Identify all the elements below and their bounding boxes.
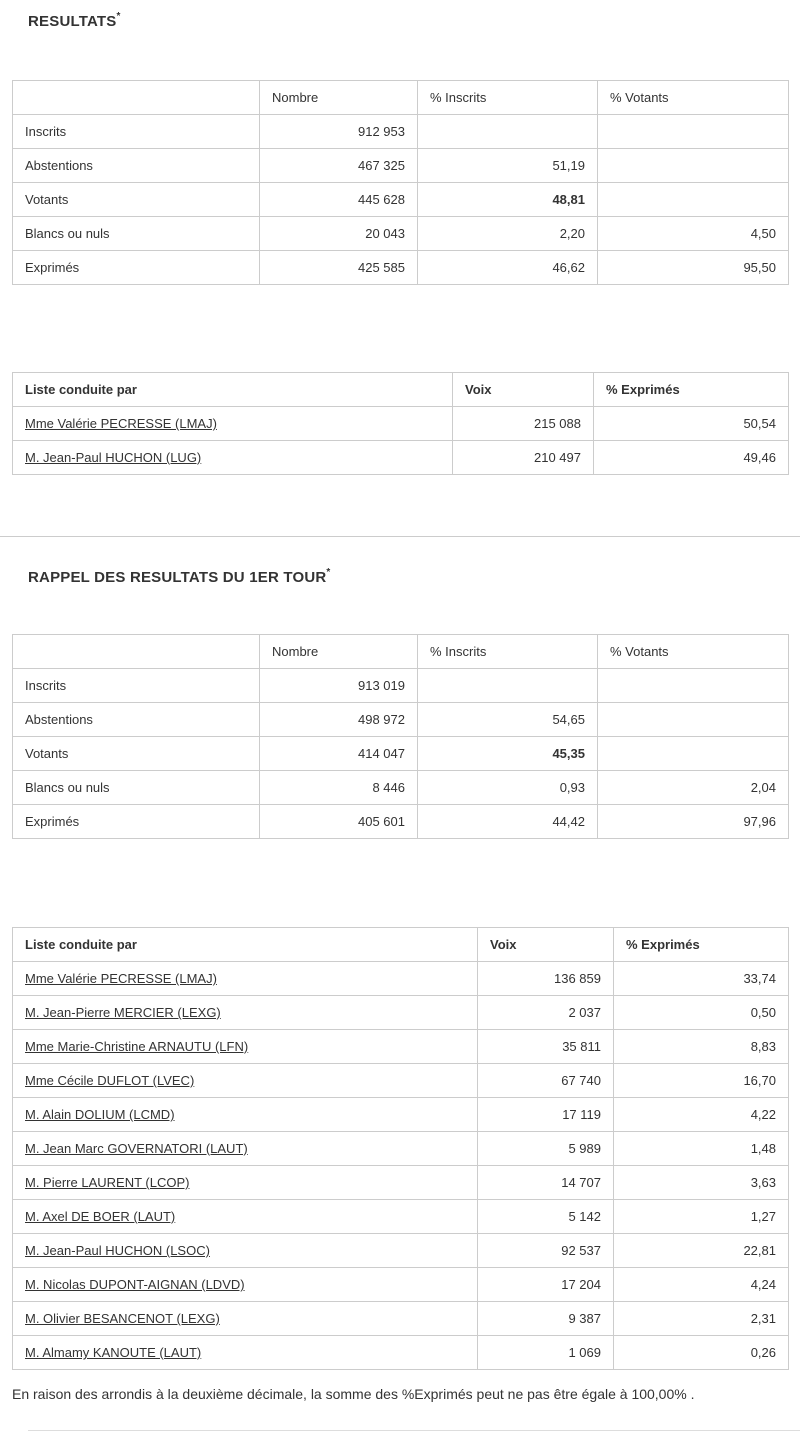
pct-exprimes-value: 16,70 <box>614 1064 789 1098</box>
pct-exprimes-value: 22,81 <box>614 1234 789 1268</box>
table-row <box>13 441 789 475</box>
pct-exprimes-value: 33,74 <box>614 962 789 996</box>
voix-value: 9 387 <box>478 1302 614 1336</box>
round2-lists-table <box>12 372 789 475</box>
header-nombre: Nombre <box>260 635 418 669</box>
table-row <box>13 1166 789 1200</box>
pct-inscrits-value <box>418 115 598 149</box>
table-row <box>13 1234 789 1268</box>
nombre-value: 8 446 <box>260 771 418 805</box>
table-row <box>13 183 789 217</box>
pct-votants-value <box>598 737 789 771</box>
pct-exprimes-value: 4,24 <box>614 1268 789 1302</box>
section-title-resultats <box>28 12 800 30</box>
header-pct-exprimes: % Exprimés <box>614 928 789 962</box>
pct-exprimes-value: 49,46 <box>594 441 789 475</box>
pct-inscrits-value <box>418 669 598 703</box>
section-divider <box>0 536 800 537</box>
round1-lists-table <box>12 927 789 1370</box>
candidate-link[interactable]: Mme Cécile DUFLOT (LVEC) <box>25 1073 195 1088</box>
nombre-value: 498 972 <box>260 703 418 737</box>
table-header-row <box>13 373 789 407</box>
table-header-row <box>13 928 789 962</box>
resultats-footnote-marker: * <box>116 11 121 22</box>
voix-value: 17 204 <box>478 1268 614 1302</box>
table-row <box>13 805 789 839</box>
nombre-value: 912 953 <box>260 115 418 149</box>
pct-inscrits-value: 54,65 <box>418 703 598 737</box>
voix-value: 210 497 <box>453 441 594 475</box>
header-pct-inscrits: % Inscrits <box>418 635 598 669</box>
pct-inscrits-value: 48,81 <box>418 183 598 217</box>
nombre-value: 913 019 <box>260 669 418 703</box>
voix-value: 92 537 <box>478 1234 614 1268</box>
pct-votants-value <box>598 703 789 737</box>
voix-value: 5 989 <box>478 1132 614 1166</box>
pct-votants-value <box>598 669 789 703</box>
row-label: Abstentions <box>13 149 260 183</box>
rappel-footnote-marker: * <box>326 567 331 578</box>
candidate-link[interactable]: M. Jean Marc GOVERNATORI (LAUT) <box>25 1141 248 1156</box>
table-row <box>13 407 789 441</box>
row-label: Blancs ou nuls <box>13 771 260 805</box>
voix-value: 1 069 <box>478 1336 614 1370</box>
voix-value: 2 037 <box>478 996 614 1030</box>
candidate-link[interactable]: M. Olivier BESANCENOT (LEXG) <box>25 1311 220 1326</box>
results-page <box>0 12 800 1431</box>
header-nombre: Nombre <box>260 81 418 115</box>
rappel-title-text: RAPPEL DES RESULTATS DU 1ER TOUR <box>28 569 327 586</box>
table-row <box>13 996 789 1030</box>
candidate-link[interactable]: M. Almamy KANOUTE (LAUT) <box>25 1345 202 1360</box>
round2-stats-table <box>12 80 789 285</box>
candidate-link[interactable]: Mme Valérie PECRESSE (LMAJ) <box>25 971 217 986</box>
pct-votants-value <box>598 183 789 217</box>
pct-exprimes-value: 4,22 <box>614 1098 789 1132</box>
voix-value: 136 859 <box>478 962 614 996</box>
pct-exprimes-value: 1,27 <box>614 1200 789 1234</box>
voix-value: 215 088 <box>453 407 594 441</box>
table-row <box>13 1132 789 1166</box>
nombre-value: 425 585 <box>260 251 418 285</box>
table-row <box>13 1200 789 1234</box>
pct-inscrits-value: 2,20 <box>418 217 598 251</box>
candidate-link[interactable]: M. Pierre LAURENT (LCOP) <box>25 1175 190 1190</box>
table-row <box>13 1302 789 1336</box>
rounding-footnote: En raison des arrondis à la deuxième décimale, la somme des %Exprimés peut ne pas être égale à 100,00% . <box>12 1386 695 1402</box>
bottom-divider <box>28 1430 800 1431</box>
candidate-link[interactable]: M. Nicolas DUPONT-AIGNAN (LDVD) <box>25 1277 245 1292</box>
pct-votants-value <box>598 115 789 149</box>
header-pct-votants: % Votants <box>598 635 789 669</box>
section-title-rappel <box>28 568 800 586</box>
nombre-value: 414 047 <box>260 737 418 771</box>
row-label: Exprimés <box>13 251 260 285</box>
table-row <box>13 1336 789 1370</box>
row-label: Exprimés <box>13 805 260 839</box>
candidate-link[interactable]: Mme Valérie PECRESSE (LMAJ) <box>25 416 217 431</box>
pct-inscrits-value: 51,19 <box>418 149 598 183</box>
pct-exprimes-value: 0,50 <box>614 996 789 1030</box>
voix-value: 35 811 <box>478 1030 614 1064</box>
candidate-link[interactable]: M. Alain DOLIUM (LCMD) <box>25 1107 175 1122</box>
candidate-link[interactable]: Mme Marie-Christine ARNAUTU (LFN) <box>25 1039 249 1054</box>
pct-inscrits-value: 46,62 <box>418 251 598 285</box>
table-row <box>13 737 789 771</box>
candidate-link[interactable]: M. Jean-Pierre MERCIER (LEXG) <box>25 1005 221 1020</box>
table-row <box>13 669 789 703</box>
pct-exprimes-value: 3,63 <box>614 1166 789 1200</box>
table-header-row <box>13 81 789 115</box>
header-liste: Liste conduite par <box>13 373 453 407</box>
pct-votants-value: 4,50 <box>598 217 789 251</box>
table-row <box>13 251 789 285</box>
pct-inscrits-value: 0,93 <box>418 771 598 805</box>
pct-exprimes-value: 1,48 <box>614 1132 789 1166</box>
nombre-value: 405 601 <box>260 805 418 839</box>
header-pct-votants: % Votants <box>598 81 789 115</box>
table-row <box>13 217 789 251</box>
pct-inscrits-value: 44,42 <box>418 805 598 839</box>
pct-votants-value <box>598 149 789 183</box>
header-voix: Voix <box>478 928 614 962</box>
row-label: Votants <box>13 183 260 217</box>
header-pct-exprimes: % Exprimés <box>594 373 789 407</box>
pct-exprimes-value: 2,31 <box>614 1302 789 1336</box>
voix-value: 5 142 <box>478 1200 614 1234</box>
row-label: Votants <box>13 737 260 771</box>
row-label: Inscrits <box>13 669 260 703</box>
table-row <box>13 1064 789 1098</box>
header-voix: Voix <box>453 373 594 407</box>
voix-value: 17 119 <box>478 1098 614 1132</box>
table-row <box>13 149 789 183</box>
pct-votants-value: 2,04 <box>598 771 789 805</box>
table-header-row <box>13 635 789 669</box>
pct-exprimes-value: 50,54 <box>594 407 789 441</box>
pct-votants-value: 95,50 <box>598 251 789 285</box>
table-row <box>13 962 789 996</box>
header-empty <box>13 635 260 669</box>
nombre-value: 445 628 <box>260 183 418 217</box>
candidate-link[interactable]: M. Axel DE BOER (LAUT) <box>25 1209 176 1224</box>
table-row <box>13 1098 789 1132</box>
nombre-value: 20 043 <box>260 217 418 251</box>
table-row <box>13 1030 789 1064</box>
table-row <box>13 703 789 737</box>
header-pct-inscrits: % Inscrits <box>418 81 598 115</box>
table-row <box>13 115 789 149</box>
header-liste: Liste conduite par <box>13 928 478 962</box>
voix-value: 14 707 <box>478 1166 614 1200</box>
pct-votants-value: 97,96 <box>598 805 789 839</box>
row-label: Abstentions <box>13 703 260 737</box>
row-label: Blancs ou nuls <box>13 217 260 251</box>
resultats-title-text: RESULTATS <box>28 13 117 30</box>
candidate-link[interactable]: M. Jean-Paul HUCHON (LSOC) <box>25 1243 210 1258</box>
nombre-value: 467 325 <box>260 149 418 183</box>
round1-stats-table <box>12 634 789 839</box>
header-empty <box>13 81 260 115</box>
table-row <box>13 1268 789 1302</box>
row-label: Inscrits <box>13 115 260 149</box>
pct-exprimes-value: 0,26 <box>614 1336 789 1370</box>
table-row <box>13 771 789 805</box>
pct-inscrits-value: 45,35 <box>418 737 598 771</box>
voix-value: 67 740 <box>478 1064 614 1098</box>
candidate-link[interactable]: M. Jean-Paul HUCHON (LUG) <box>25 450 202 465</box>
pct-exprimes-value: 8,83 <box>614 1030 789 1064</box>
